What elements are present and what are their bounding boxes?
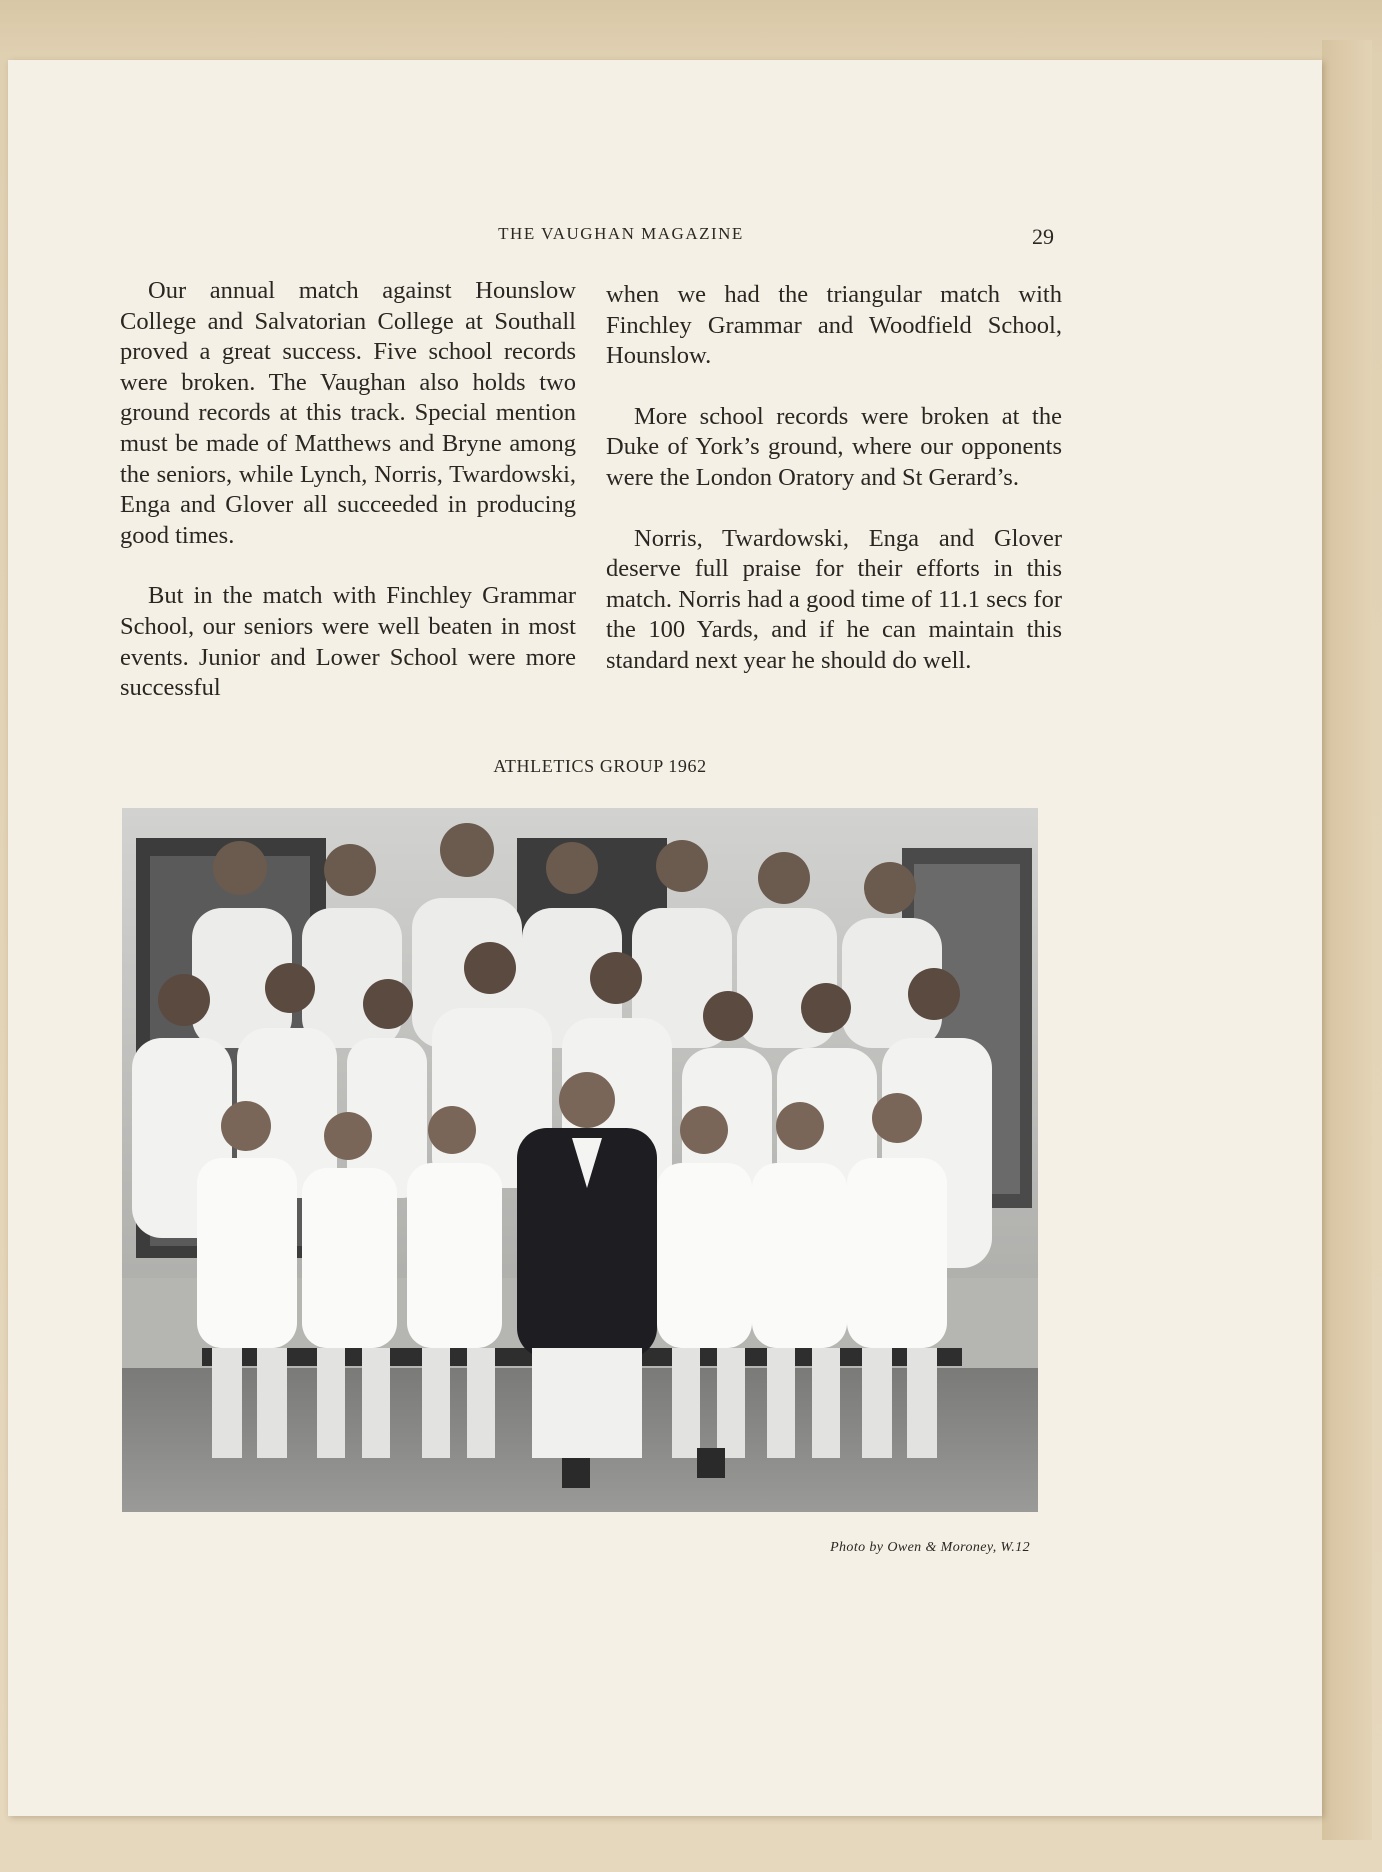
left-column: [120, 276, 576, 734]
page-number: 29: [1032, 224, 1054, 249]
paragraph: But in the match with Finchley Grammar School, our seniors were well beaten in most events. Junior and Lower School were more successful: [120, 582, 576, 702]
photo-credit: Photo by Owen & Moroney, W.12: [830, 1540, 1030, 1555]
paragraph: when we had the triangular match with Finchley Grammar and Woodfield School, Hounslow.: [606, 281, 1062, 370]
running-title: THE VAUGHAN MAGAZINE: [498, 224, 744, 243]
page-edge: [1322, 40, 1372, 1840]
photo-caption: ATHLETICS GROUP 1962: [493, 756, 707, 776]
group-photo-image: [122, 808, 1038, 1512]
paragraph: Norris, Twardowski, Enga and Glover deserve full praise for their efforts in this match. Norris had a good time of 11.1 secs for the 100 Yards, and if he can maintain this standard next year he should do well.: [606, 524, 1062, 674]
right-column: [606, 280, 1062, 707]
paragraph: Our annual match against Hounslow College and Salvatorian College at Southall proved a great success. Five school records were broken. The Vaughan also holds two ground records at this track. Special mention must be made of Matthews and Bryne among the seniors, while Lynch, Norris, Twardowski, Enga and Glover all succeeded in producing good times.: [120, 277, 576, 549]
athletics-group-photo: [122, 808, 1038, 1512]
paragraph: More school records were broken at the Duke of York’s ground, where our opponents were the London Oratory and St Gerard’s.: [606, 402, 1062, 491]
